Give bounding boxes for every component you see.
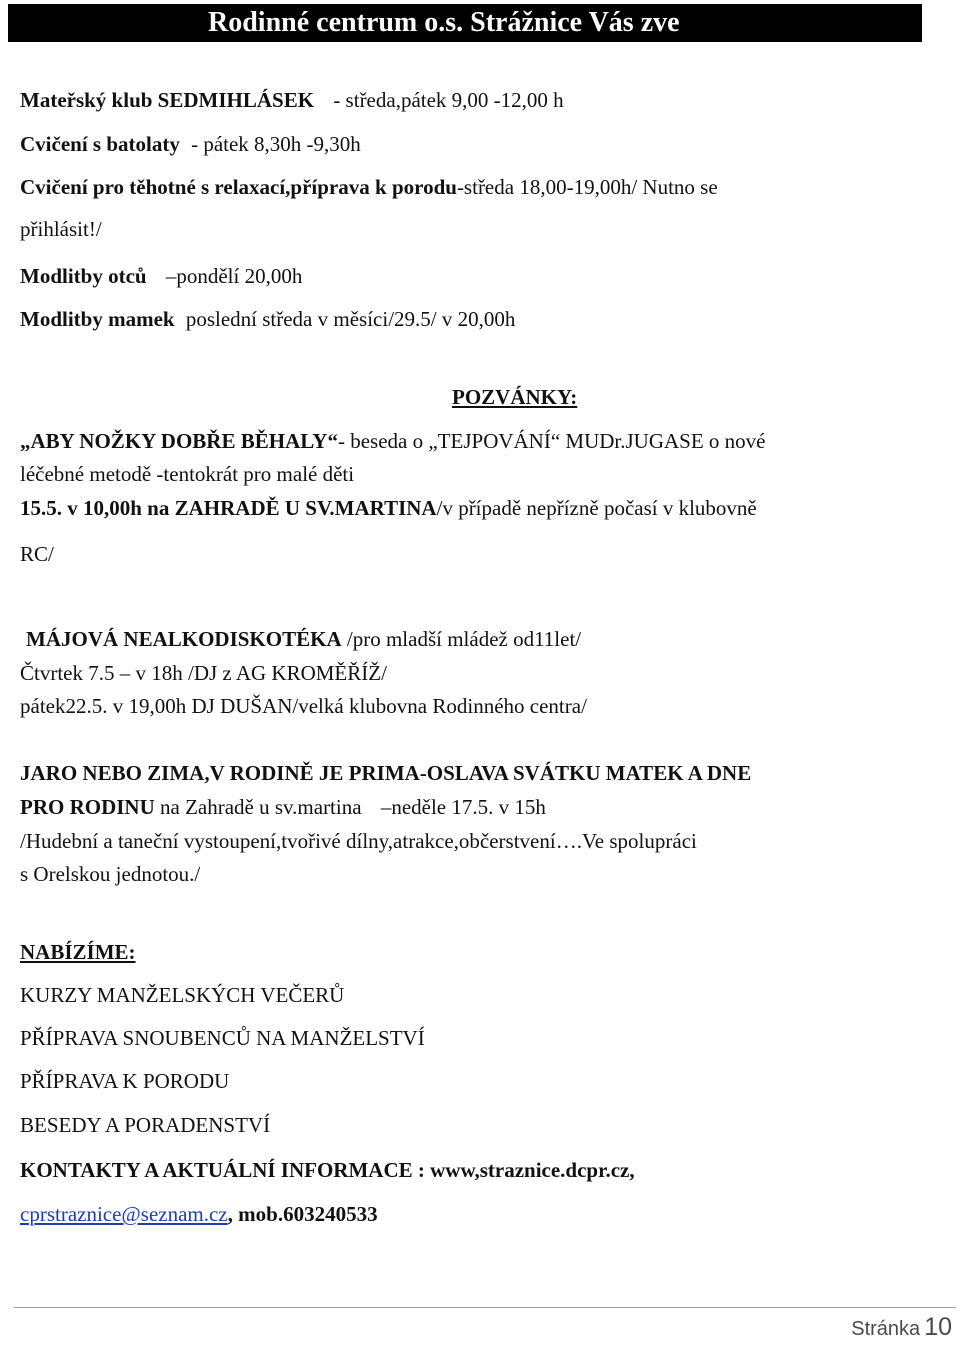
- contact-email-link[interactable]: cprstraznice@seznam.cz: [20, 1202, 228, 1226]
- schedule-toddler-exercise-name: Cvičení s batolaty: [20, 132, 180, 156]
- schedule-mothers-prayers-name: Modlitby mamek: [20, 307, 175, 331]
- disco-line-friday: pátek22.5. v 19,00h DJ DUŠAN/velká klubovna Rodinného centra/: [20, 694, 587, 718]
- offer-item: KURZY MANŽELSKÝCH VEČERŮ: [20, 983, 345, 1007]
- schedule-maternity-club-name: Mateřský klub SEDMIHLÁSEK: [20, 88, 315, 112]
- invitation-line-2: léčebné metodě -tentokrát pro malé děti: [20, 462, 355, 486]
- page-label: Stránka: [851, 1318, 921, 1340]
- mothers-day-venue: na Zahradě u sv.martina: [160, 795, 362, 819]
- mothers-day-date: –neděle 17.5. v 15h: [380, 795, 546, 819]
- disco-audience: /pro mladší mládež od11let/: [346, 627, 582, 651]
- disco-line-1: [26, 626, 581, 652]
- contacts-line: KONTAKTY A AKTUÁLNÍ INFORMACE : www,straznice.dcpr.cz,: [20, 1158, 635, 1182]
- schedule-line-fathers-prayers: [20, 263, 302, 289]
- mothers-day-cooperation: s Orelskou jednotou./: [20, 862, 201, 886]
- disco-title: MÁJOVÁ NEALKODISKOTÉKA: [26, 627, 342, 651]
- invitations-heading: POZVÁNKY:: [452, 385, 578, 409]
- schedule-pregnancy-exercise-time: -středa 18,00-19,00h/ Nutno se: [456, 175, 718, 199]
- invitation-event-datetime: 15.5. v 10,00h na ZAHRADĚ U SV.MARTINA: [20, 496, 437, 520]
- page-footer: [851, 1313, 952, 1342]
- schedule-line-mothers-prayers: [20, 306, 515, 332]
- invitation-line-1: [20, 428, 766, 454]
- page-number: 10: [924, 1313, 952, 1341]
- offer-heading: NABÍZÍME:: [20, 940, 136, 964]
- mothers-day-line-2: [20, 794, 546, 820]
- offer-item: PŘÍPRAVA SNOUBENCŮ NA MANŽELSTVÍ: [20, 1026, 425, 1050]
- schedule-line-register-note: přihlásit!/: [20, 217, 102, 241]
- invitation-event-title: „ABY NOŽKY DOBŘE BĚHALY“: [20, 429, 338, 453]
- mothers-day-title-end: PRO RODINU: [20, 795, 155, 819]
- schedule-line-pregnancy-exercise: [20, 174, 718, 200]
- offer-item: BESEDY A PORADENSTVÍ: [20, 1113, 271, 1137]
- schedule-fathers-prayers-time: –pondělí 20,00h: [165, 264, 303, 288]
- footer-divider: [14, 1307, 956, 1308]
- invitation-event-description: - beseda o „TEJPOVÁNÍ“ MUDr.JUGASE o nové: [337, 429, 766, 453]
- schedule-fathers-prayers-name: Modlitby otců: [20, 264, 147, 288]
- schedule-pregnancy-exercise-name: Cvičení pro těhotné s relaxací,příprava k porodu: [20, 175, 457, 199]
- contact-phone: , mob.603240533: [227, 1202, 378, 1226]
- contact-email-line: [20, 1201, 378, 1227]
- invitation-bad-weather-note: /v případě nepřízně počasí v klubovně: [436, 496, 757, 520]
- schedule-mothers-prayers-time: poslední středa v měsíci/29.5/ v 20,00h: [185, 307, 516, 331]
- invitation-line-4: RC/: [20, 542, 54, 566]
- schedule-maternity-club-time: - středa,pátek 9,00 -12,00 h: [333, 88, 564, 112]
- page-title: Rodinné centrum o.s. Strážnice Vás zve: [208, 7, 680, 38]
- invitation-line-3: [20, 495, 757, 521]
- offer-item: PŘÍPRAVA K PORODU: [20, 1069, 230, 1093]
- mothers-day-title: JARO NEBO ZIMA,V RODINĚ JE PRIMA-OSLAVA SVÁTKU MATEK A DNE: [20, 761, 752, 785]
- schedule-line-toddler-exercise: [20, 131, 361, 157]
- disco-line-thursday: Čtvrtek 7.5 – v 18h /DJ z AG KROMĚŘÍŽ/: [20, 661, 387, 685]
- mothers-day-program: /Hudební a taneční vystoupení,tvořivé dílny,atrakce,občerstvení….Ve spolupráci: [20, 829, 697, 853]
- schedule-line-maternity-club: [20, 87, 564, 113]
- schedule-toddler-exercise-time: - pátek 8,30h -9,30h: [191, 132, 361, 156]
